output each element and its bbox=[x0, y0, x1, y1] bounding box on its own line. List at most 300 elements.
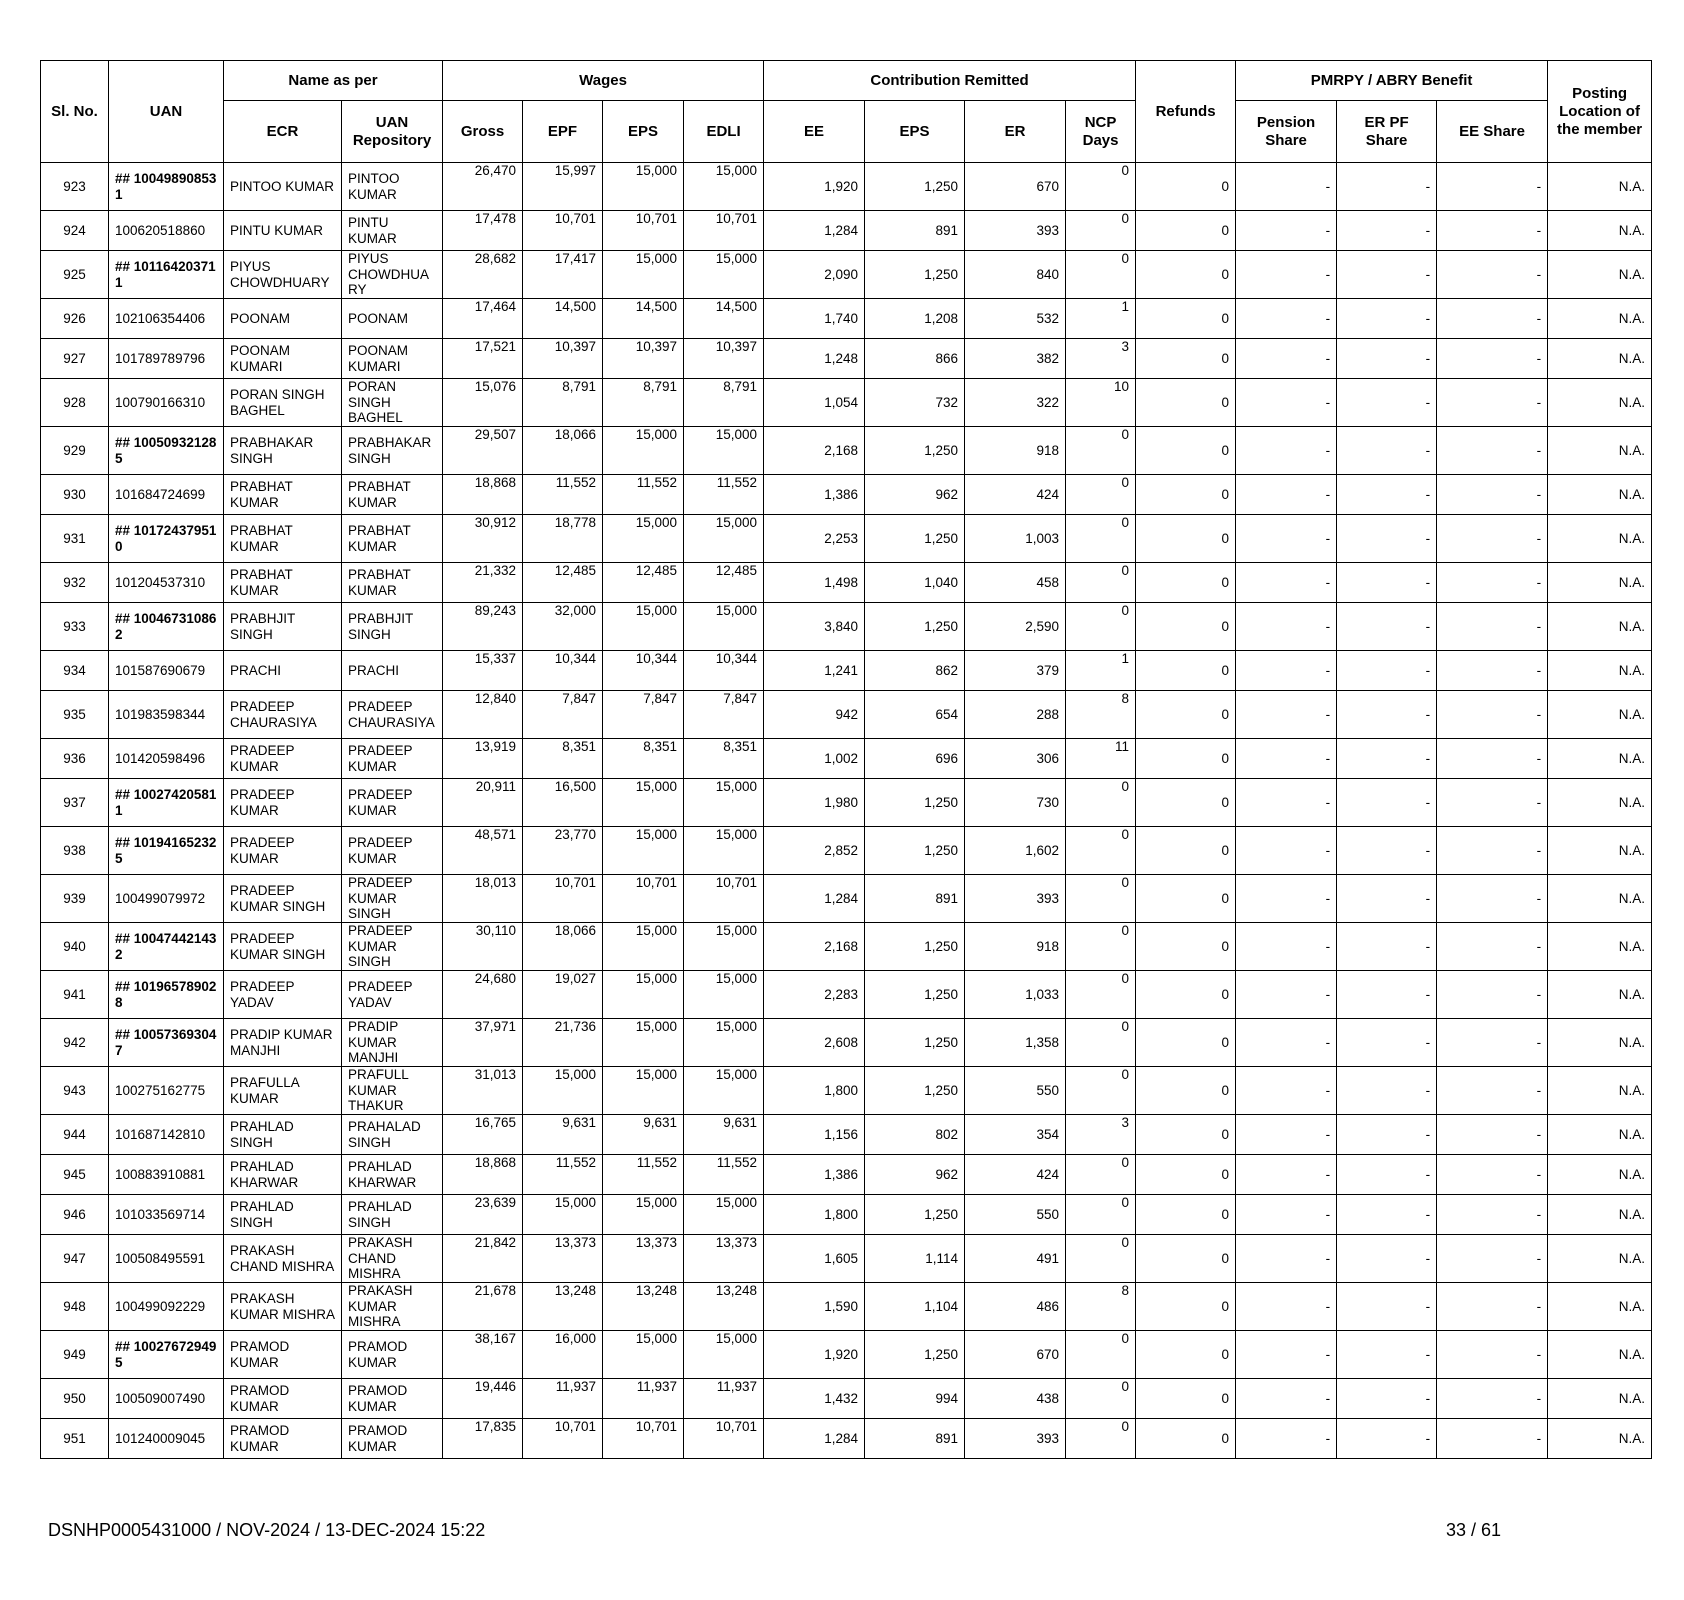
header-eps: EPS bbox=[603, 101, 684, 163]
ee-share-cell: - bbox=[1437, 827, 1548, 875]
sl-no-cell: 943 bbox=[41, 1067, 109, 1115]
pension-share-cell: - bbox=[1236, 651, 1337, 691]
ecr-name-cell: PRADEEP KUMAR bbox=[224, 779, 342, 827]
sl-no-cell: 923 bbox=[41, 163, 109, 211]
ncp-days-cell: 0 bbox=[1066, 211, 1136, 251]
uan-repository-name-cell: PINTU KUMAR bbox=[342, 211, 443, 251]
gross-wages-cell: 17,478 bbox=[443, 211, 523, 251]
edli-wages-cell: 9,631 bbox=[684, 1115, 764, 1155]
posting-location-cell: N.A. bbox=[1548, 163, 1652, 211]
eps-contribution-cell: 1,250 bbox=[865, 971, 965, 1019]
edli-wages-cell: 15,000 bbox=[684, 1331, 764, 1379]
gross-wages-cell: 24,680 bbox=[443, 971, 523, 1019]
sl-no-cell: 929 bbox=[41, 427, 109, 475]
ee-share-cell: - bbox=[1437, 1115, 1548, 1155]
ncp-days-cell: 3 bbox=[1066, 339, 1136, 379]
table-row bbox=[41, 1115, 1652, 1155]
table-row bbox=[41, 1195, 1652, 1235]
pension-share-cell: - bbox=[1236, 515, 1337, 563]
sl-no-cell: 933 bbox=[41, 603, 109, 651]
uan-cell: ## 10027672949 5 bbox=[109, 1331, 224, 1379]
ee-contribution-cell: 942 bbox=[764, 691, 865, 739]
eps-wages-cell: 14,500 bbox=[603, 299, 684, 339]
eps-wages-cell: 11,552 bbox=[603, 475, 684, 515]
eps-contribution-cell: 1,208 bbox=[865, 299, 965, 339]
edli-wages-cell: 15,000 bbox=[684, 1195, 764, 1235]
uan-repository-name-cell: PRAMOD KUMAR bbox=[342, 1419, 443, 1459]
er-pf-share-cell: - bbox=[1337, 163, 1437, 211]
ee-contribution-cell: 1,241 bbox=[764, 651, 865, 691]
ncp-days-cell: 0 bbox=[1066, 827, 1136, 875]
pension-share-cell: - bbox=[1236, 379, 1337, 427]
ecr-name-cell: PRADIP KUMAR MANJHI bbox=[224, 1019, 342, 1067]
posting-location-cell: N.A. bbox=[1548, 739, 1652, 779]
table-row bbox=[41, 739, 1652, 779]
ecr-name-cell: POONAM KUMARI bbox=[224, 339, 342, 379]
epf-wages-cell: 16,500 bbox=[523, 779, 603, 827]
epf-wages-cell: 10,701 bbox=[523, 1419, 603, 1459]
ncp-days-cell: 0 bbox=[1066, 163, 1136, 211]
header-ecr: ECR bbox=[224, 101, 342, 163]
er-contribution-cell: 393 bbox=[965, 875, 1066, 923]
uan-repository-name-cell: PRACHI bbox=[342, 651, 443, 691]
pension-share-cell: - bbox=[1236, 163, 1337, 211]
table-row bbox=[41, 251, 1652, 299]
uan-repository-name-cell: PRAHLAD KHARWAR bbox=[342, 1155, 443, 1195]
ecr-name-cell: PRAFULLA KUMAR bbox=[224, 1067, 342, 1115]
ecr-name-cell: PRAKASH CHAND MISHRA bbox=[224, 1235, 342, 1283]
posting-location-cell: N.A. bbox=[1548, 299, 1652, 339]
er-contribution-cell: 1,358 bbox=[965, 1019, 1066, 1067]
er-contribution-cell: 1,602 bbox=[965, 827, 1066, 875]
er-pf-share-cell: - bbox=[1337, 923, 1437, 971]
eps-contribution-cell: 1,250 bbox=[865, 1019, 965, 1067]
uan-repository-name-cell: PRAHALAD SINGH bbox=[342, 1115, 443, 1155]
sl-no-cell: 938 bbox=[41, 827, 109, 875]
edli-wages-cell: 15,000 bbox=[684, 827, 764, 875]
er-pf-share-cell: - bbox=[1337, 971, 1437, 1019]
eps-wages-cell: 15,000 bbox=[603, 779, 684, 827]
epf-wages-cell: 8,351 bbox=[523, 739, 603, 779]
er-contribution-cell: 670 bbox=[965, 163, 1066, 211]
ncp-days-cell: 0 bbox=[1066, 875, 1136, 923]
eps-contribution-cell: 802 bbox=[865, 1115, 965, 1155]
header-ee-share: EE Share bbox=[1437, 101, 1548, 163]
eps-contribution-cell: 696 bbox=[865, 739, 965, 779]
gross-wages-cell: 19,446 bbox=[443, 1379, 523, 1419]
ncp-days-cell: 1 bbox=[1066, 651, 1136, 691]
uan-repository-name-cell: POONAM KUMARI bbox=[342, 339, 443, 379]
ee-share-cell: - bbox=[1437, 211, 1548, 251]
uan-repository-name-cell: PRADEEP KUMAR bbox=[342, 779, 443, 827]
eps-contribution-cell: 1,250 bbox=[865, 779, 965, 827]
refunds-cell: 0 bbox=[1136, 379, 1236, 427]
ncp-days-cell: 0 bbox=[1066, 1195, 1136, 1235]
sl-no-cell: 936 bbox=[41, 739, 109, 779]
table-row bbox=[41, 427, 1652, 475]
ecr-contribution-table bbox=[40, 60, 1652, 1459]
posting-location-cell: N.A. bbox=[1548, 603, 1652, 651]
posting-location-cell: N.A. bbox=[1548, 651, 1652, 691]
uan-repository-name-cell: PRABHAKAR SINGH bbox=[342, 427, 443, 475]
eps-wages-cell: 10,344 bbox=[603, 651, 684, 691]
er-pf-share-cell: - bbox=[1337, 1419, 1437, 1459]
ee-contribution-cell: 2,168 bbox=[764, 923, 865, 971]
ncp-days-cell: 0 bbox=[1066, 1155, 1136, 1195]
refunds-cell: 0 bbox=[1136, 515, 1236, 563]
pension-share-cell: - bbox=[1236, 299, 1337, 339]
er-pf-share-cell: - bbox=[1337, 651, 1437, 691]
posting-location-cell: N.A. bbox=[1548, 1115, 1652, 1155]
eps-wages-cell: 10,701 bbox=[603, 875, 684, 923]
refunds-cell: 0 bbox=[1136, 875, 1236, 923]
ncp-days-cell: 0 bbox=[1066, 603, 1136, 651]
refunds-cell: 0 bbox=[1136, 1331, 1236, 1379]
ee-share-cell: - bbox=[1437, 563, 1548, 603]
eps-contribution-cell: 1,104 bbox=[865, 1283, 965, 1331]
pension-share-cell: - bbox=[1236, 1019, 1337, 1067]
eps-contribution-cell: 862 bbox=[865, 651, 965, 691]
uan-repository-name-cell: PRADEEP CHAURASIYA bbox=[342, 691, 443, 739]
posting-location-cell: N.A. bbox=[1548, 971, 1652, 1019]
table-row bbox=[41, 1331, 1652, 1379]
er-contribution-cell: 550 bbox=[965, 1195, 1066, 1235]
uan-cell: ## 10050932128 5 bbox=[109, 427, 224, 475]
er-contribution-cell: 458 bbox=[965, 563, 1066, 603]
refunds-cell: 0 bbox=[1136, 971, 1236, 1019]
gross-wages-cell: 26,470 bbox=[443, 163, 523, 211]
sl-no-cell: 934 bbox=[41, 651, 109, 691]
uan-repository-name-cell: PORAN SINGH BAGHEL bbox=[342, 379, 443, 427]
edli-wages-cell: 15,000 bbox=[684, 427, 764, 475]
posting-location-cell: N.A. bbox=[1548, 1283, 1652, 1331]
sl-no-cell: 925 bbox=[41, 251, 109, 299]
ee-contribution-cell: 1,498 bbox=[764, 563, 865, 603]
uan-cell: 101240009045 bbox=[109, 1419, 224, 1459]
sl-no-cell: 950 bbox=[41, 1379, 109, 1419]
posting-location-cell: N.A. bbox=[1548, 563, 1652, 603]
uan-repository-name-cell: PRADIP KUMAR MANJHI bbox=[342, 1019, 443, 1067]
eps-contribution-cell: 1,250 bbox=[865, 427, 965, 475]
pension-share-cell: - bbox=[1236, 1331, 1337, 1379]
ecr-name-cell: PRAMOD KUMAR bbox=[224, 1379, 342, 1419]
ncp-days-cell: 0 bbox=[1066, 1419, 1136, 1459]
eps-contribution-cell: 1,250 bbox=[865, 603, 965, 651]
refunds-cell: 0 bbox=[1136, 739, 1236, 779]
epf-wages-cell: 10,701 bbox=[523, 211, 603, 251]
pension-share-cell: - bbox=[1236, 603, 1337, 651]
epf-wages-cell: 7,847 bbox=[523, 691, 603, 739]
epf-wages-cell: 23,770 bbox=[523, 827, 603, 875]
ncp-days-cell: 11 bbox=[1066, 739, 1136, 779]
eps-contribution-cell: 994 bbox=[865, 1379, 965, 1419]
ecr-name-cell: PRABHAT KUMAR bbox=[224, 475, 342, 515]
ncp-days-cell: 0 bbox=[1066, 1235, 1136, 1283]
edli-wages-cell: 15,000 bbox=[684, 779, 764, 827]
epf-wages-cell: 21,736 bbox=[523, 1019, 603, 1067]
ee-contribution-cell: 1,248 bbox=[764, 339, 865, 379]
uan-repository-name-cell: PRABHAT KUMAR bbox=[342, 563, 443, 603]
pension-share-cell: - bbox=[1236, 339, 1337, 379]
ecr-name-cell: PRABHJIT SINGH bbox=[224, 603, 342, 651]
eps-contribution-cell: 1,250 bbox=[865, 1195, 965, 1235]
er-contribution-cell: 550 bbox=[965, 1067, 1066, 1115]
eps-wages-cell: 13,248 bbox=[603, 1283, 684, 1331]
uan-cell: 100275162775 bbox=[109, 1067, 224, 1115]
eps-wages-cell: 9,631 bbox=[603, 1115, 684, 1155]
posting-location-cell: N.A. bbox=[1548, 691, 1652, 739]
ee-share-cell: - bbox=[1437, 515, 1548, 563]
ee-contribution-cell: 2,090 bbox=[764, 251, 865, 299]
ncp-days-cell: 0 bbox=[1066, 1331, 1136, 1379]
er-contribution-cell: 491 bbox=[965, 1235, 1066, 1283]
refunds-cell: 0 bbox=[1136, 339, 1236, 379]
table-body bbox=[41, 163, 1652, 1459]
ee-share-cell: - bbox=[1437, 1235, 1548, 1283]
uan-cell: 100883910881 bbox=[109, 1155, 224, 1195]
uan-repository-name-cell: PRAFULL KUMAR THAKUR bbox=[342, 1067, 443, 1115]
header-posting-location: Posting Location of the member bbox=[1548, 61, 1652, 163]
header-refunds: Refunds bbox=[1136, 61, 1236, 163]
eps-contribution-cell: 866 bbox=[865, 339, 965, 379]
table-row bbox=[41, 1419, 1652, 1459]
er-pf-share-cell: - bbox=[1337, 875, 1437, 923]
ee-contribution-cell: 1,740 bbox=[764, 299, 865, 339]
ee-contribution-cell: 1,800 bbox=[764, 1067, 865, 1115]
table-row bbox=[41, 1235, 1652, 1283]
table-row bbox=[41, 299, 1652, 339]
sl-no-cell: 946 bbox=[41, 1195, 109, 1235]
eps-wages-cell: 15,000 bbox=[603, 923, 684, 971]
refunds-cell: 0 bbox=[1136, 1155, 1236, 1195]
table-row bbox=[41, 1379, 1652, 1419]
sl-no-cell: 944 bbox=[41, 1115, 109, 1155]
ee-share-cell: - bbox=[1437, 1331, 1548, 1379]
edli-wages-cell: 13,373 bbox=[684, 1235, 764, 1283]
gross-wages-cell: 13,919 bbox=[443, 739, 523, 779]
pension-share-cell: - bbox=[1236, 1155, 1337, 1195]
gross-wages-cell: 15,337 bbox=[443, 651, 523, 691]
edli-wages-cell: 8,351 bbox=[684, 739, 764, 779]
er-pf-share-cell: - bbox=[1337, 211, 1437, 251]
epf-wages-cell: 16,000 bbox=[523, 1331, 603, 1379]
edli-wages-cell: 15,000 bbox=[684, 923, 764, 971]
gross-wages-cell: 18,013 bbox=[443, 875, 523, 923]
pension-share-cell: - bbox=[1236, 563, 1337, 603]
er-pf-share-cell: - bbox=[1337, 603, 1437, 651]
pension-share-cell: - bbox=[1236, 923, 1337, 971]
er-contribution-cell: 2,590 bbox=[965, 603, 1066, 651]
gross-wages-cell: 38,167 bbox=[443, 1331, 523, 1379]
table-row bbox=[41, 691, 1652, 739]
eps-contribution-cell: 654 bbox=[865, 691, 965, 739]
table-row bbox=[41, 1067, 1652, 1115]
ee-contribution-cell: 1,002 bbox=[764, 739, 865, 779]
sl-no-cell: 949 bbox=[41, 1331, 109, 1379]
refunds-cell: 0 bbox=[1136, 827, 1236, 875]
ecr-name-cell: PRAHLAD SINGH bbox=[224, 1195, 342, 1235]
eps-wages-cell: 11,937 bbox=[603, 1379, 684, 1419]
er-pf-share-cell: - bbox=[1337, 427, 1437, 475]
uan-cell: 102106354406 bbox=[109, 299, 224, 339]
ee-contribution-cell: 1,054 bbox=[764, 379, 865, 427]
table-row bbox=[41, 563, 1652, 603]
posting-location-cell: N.A. bbox=[1548, 827, 1652, 875]
epf-wages-cell: 12,485 bbox=[523, 563, 603, 603]
ee-contribution-cell: 1,920 bbox=[764, 163, 865, 211]
table-row bbox=[41, 923, 1652, 971]
uan-cell: 100790166310 bbox=[109, 379, 224, 427]
ecr-name-cell: PRADEEP KUMAR SINGH bbox=[224, 923, 342, 971]
header-epf: EPF bbox=[523, 101, 603, 163]
ecr-name-cell: PRACHI bbox=[224, 651, 342, 691]
ee-contribution-cell: 1,284 bbox=[764, 875, 865, 923]
er-contribution-cell: 1,003 bbox=[965, 515, 1066, 563]
posting-location-cell: N.A. bbox=[1548, 1067, 1652, 1115]
posting-location-cell: N.A. bbox=[1548, 875, 1652, 923]
refunds-cell: 0 bbox=[1136, 1379, 1236, 1419]
ee-share-cell: - bbox=[1437, 971, 1548, 1019]
ecr-name-cell: PRADEEP YADAV bbox=[224, 971, 342, 1019]
gross-wages-cell: 28,682 bbox=[443, 251, 523, 299]
epf-wages-cell: 11,937 bbox=[523, 1379, 603, 1419]
eps-contribution-cell: 1,250 bbox=[865, 923, 965, 971]
ee-share-cell: - bbox=[1437, 875, 1548, 923]
er-pf-share-cell: - bbox=[1337, 739, 1437, 779]
table-row bbox=[41, 651, 1652, 691]
ncp-days-cell: 10 bbox=[1066, 379, 1136, 427]
pension-share-cell: - bbox=[1236, 875, 1337, 923]
eps-wages-cell: 8,791 bbox=[603, 379, 684, 427]
eps-wages-cell: 15,000 bbox=[603, 603, 684, 651]
posting-location-cell: N.A. bbox=[1548, 339, 1652, 379]
er-pf-share-cell: - bbox=[1337, 1379, 1437, 1419]
ncp-days-cell: 0 bbox=[1066, 475, 1136, 515]
sl-no-cell: 935 bbox=[41, 691, 109, 739]
eps-contribution-cell: 1,250 bbox=[865, 251, 965, 299]
header-sl-no: Sl. No. bbox=[41, 61, 109, 163]
ee-share-cell: - bbox=[1437, 923, 1548, 971]
er-pf-share-cell: - bbox=[1337, 1115, 1437, 1155]
table-row bbox=[41, 163, 1652, 211]
header-er-pf-share: ER PF Share bbox=[1337, 101, 1437, 163]
sl-no-cell: 939 bbox=[41, 875, 109, 923]
er-contribution-cell: 532 bbox=[965, 299, 1066, 339]
eps-wages-cell: 15,000 bbox=[603, 971, 684, 1019]
er-contribution-cell: 288 bbox=[965, 691, 1066, 739]
er-pf-share-cell: - bbox=[1337, 251, 1437, 299]
eps-contribution-cell: 1,250 bbox=[865, 827, 965, 875]
er-contribution-cell: 486 bbox=[965, 1283, 1066, 1331]
ee-contribution-cell: 1,284 bbox=[764, 1419, 865, 1459]
posting-location-cell: N.A. bbox=[1548, 475, 1652, 515]
pension-share-cell: - bbox=[1236, 1115, 1337, 1155]
ee-share-cell: - bbox=[1437, 379, 1548, 427]
table-row bbox=[41, 475, 1652, 515]
edli-wages-cell: 15,000 bbox=[684, 251, 764, 299]
posting-location-cell: N.A. bbox=[1548, 923, 1652, 971]
ee-share-cell: - bbox=[1437, 1019, 1548, 1067]
refunds-cell: 0 bbox=[1136, 1067, 1236, 1115]
epf-wages-cell: 18,066 bbox=[523, 427, 603, 475]
eps-contribution-cell: 1,250 bbox=[865, 1067, 965, 1115]
header-ncp-days: NCP Days bbox=[1066, 101, 1136, 163]
uan-repository-name-cell: PRADEEP KUMAR SINGH bbox=[342, 923, 443, 971]
pension-share-cell: - bbox=[1236, 211, 1337, 251]
ee-contribution-cell: 1,590 bbox=[764, 1283, 865, 1331]
er-contribution-cell: 670 bbox=[965, 1331, 1066, 1379]
er-pf-share-cell: - bbox=[1337, 1155, 1437, 1195]
eps-wages-cell: 12,485 bbox=[603, 563, 684, 603]
gross-wages-cell: 17,835 bbox=[443, 1419, 523, 1459]
ncp-days-cell: 0 bbox=[1066, 1379, 1136, 1419]
ee-share-cell: - bbox=[1437, 691, 1548, 739]
posting-location-cell: N.A. bbox=[1548, 1019, 1652, 1067]
edli-wages-cell: 15,000 bbox=[684, 1067, 764, 1115]
eps-wages-cell: 13,373 bbox=[603, 1235, 684, 1283]
epf-wages-cell: 14,500 bbox=[523, 299, 603, 339]
uan-cell: 101983598344 bbox=[109, 691, 224, 739]
table-row bbox=[41, 1155, 1652, 1195]
pension-share-cell: - bbox=[1236, 1195, 1337, 1235]
sl-no-cell: 932 bbox=[41, 563, 109, 603]
ncp-days-cell: 0 bbox=[1066, 779, 1136, 827]
eps-wages-cell: 11,552 bbox=[603, 1155, 684, 1195]
ee-contribution-cell: 1,605 bbox=[764, 1235, 865, 1283]
epf-wages-cell: 13,373 bbox=[523, 1235, 603, 1283]
table-row bbox=[41, 875, 1652, 923]
er-pf-share-cell: - bbox=[1337, 379, 1437, 427]
epf-wages-cell: 18,778 bbox=[523, 515, 603, 563]
posting-location-cell: N.A. bbox=[1548, 379, 1652, 427]
sl-no-cell: 942 bbox=[41, 1019, 109, 1067]
ncp-days-cell: 0 bbox=[1066, 971, 1136, 1019]
edli-wages-cell: 15,000 bbox=[684, 603, 764, 651]
uan-repository-name-cell: PRAKASH CHAND MISHRA bbox=[342, 1235, 443, 1283]
refunds-cell: 0 bbox=[1136, 1283, 1236, 1331]
eps-wages-cell: 15,000 bbox=[603, 427, 684, 475]
posting-location-cell: N.A. bbox=[1548, 211, 1652, 251]
ecr-name-cell: POONAM bbox=[224, 299, 342, 339]
ee-share-cell: - bbox=[1437, 1283, 1548, 1331]
refunds-cell: 0 bbox=[1136, 779, 1236, 827]
epf-wages-cell: 32,000 bbox=[523, 603, 603, 651]
ecr-name-cell: PRAHLAD KHARWAR bbox=[224, 1155, 342, 1195]
ee-share-cell: - bbox=[1437, 1155, 1548, 1195]
pension-share-cell: - bbox=[1236, 739, 1337, 779]
edli-wages-cell: 10,397 bbox=[684, 339, 764, 379]
sl-no-cell: 930 bbox=[41, 475, 109, 515]
uan-cell: 100509007490 bbox=[109, 1379, 224, 1419]
epf-wages-cell: 9,631 bbox=[523, 1115, 603, 1155]
ncp-days-cell: 3 bbox=[1066, 1115, 1136, 1155]
ee-contribution-cell: 1,980 bbox=[764, 779, 865, 827]
refunds-cell: 0 bbox=[1136, 299, 1236, 339]
header-ee: EE bbox=[764, 101, 865, 163]
eps-contribution-cell: 891 bbox=[865, 875, 965, 923]
uan-cell: 101033569714 bbox=[109, 1195, 224, 1235]
edli-wages-cell: 11,552 bbox=[684, 475, 764, 515]
er-pf-share-cell: - bbox=[1337, 1283, 1437, 1331]
edli-wages-cell: 15,000 bbox=[684, 515, 764, 563]
ncp-days-cell: 8 bbox=[1066, 1283, 1136, 1331]
posting-location-cell: N.A. bbox=[1548, 779, 1652, 827]
uan-cell: 101587690679 bbox=[109, 651, 224, 691]
gross-wages-cell: 18,868 bbox=[443, 1155, 523, 1195]
ecr-name-cell: PRAHLAD SINGH bbox=[224, 1115, 342, 1155]
ecr-name-cell: PINTU KUMAR bbox=[224, 211, 342, 251]
er-pf-share-cell: - bbox=[1337, 1331, 1437, 1379]
